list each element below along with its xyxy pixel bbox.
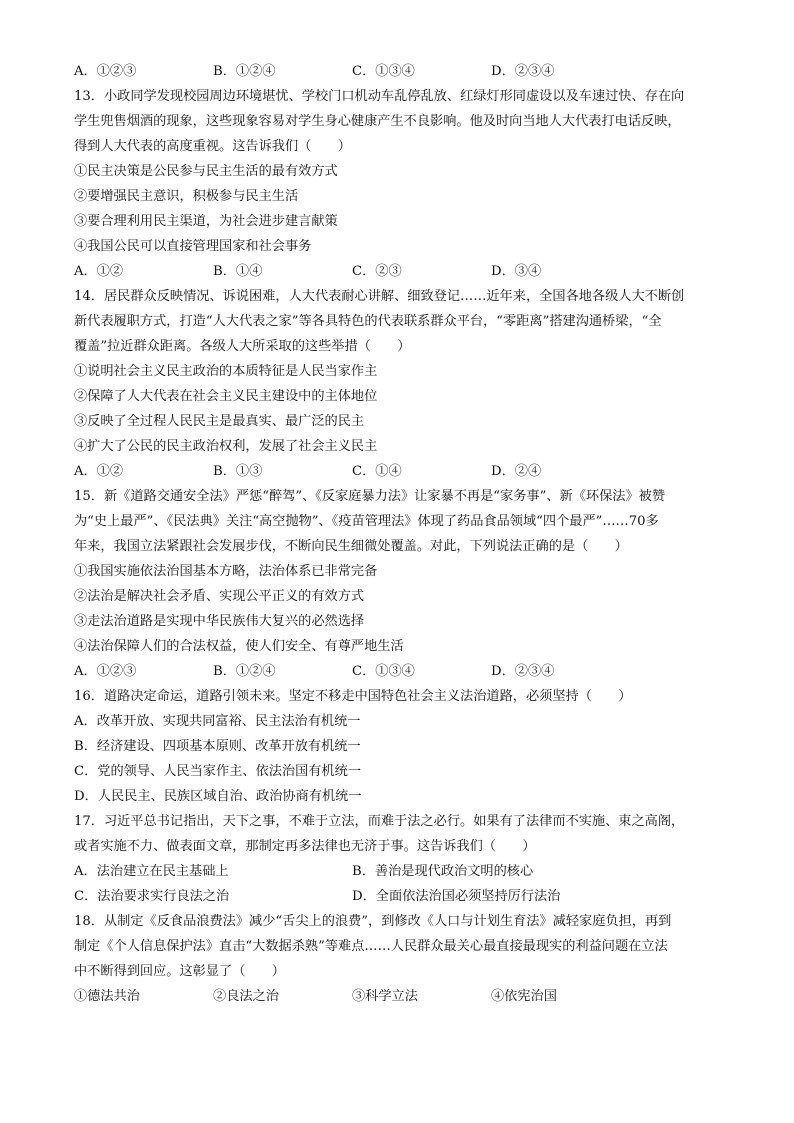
q15-option-b[interactable]: B．①②④	[213, 664, 276, 679]
q16-option-d[interactable]: D．人民民主、民族区域自治、政治协商有机统一	[74, 789, 362, 804]
q16-option-c[interactable]: C．党的领导、人民当家作主、依法治国有机统一	[74, 764, 362, 779]
q18-stem-line: 制定《个人信息保护法》直击“大数据杀熟”等难点……人民群众最关心最直接最现实的利益问题在立法	[74, 939, 668, 954]
q15-option-c[interactable]: C．①③④	[352, 664, 415, 679]
q14-stem-line: 覆盖”拉近群众距离。各级人大所采取的这些举措（ ）	[74, 339, 411, 354]
q14-option-b[interactable]: B．①③	[213, 464, 263, 479]
q15-statement-4: ④法治保障人们的合法权益，使人们安全、有尊严地生活	[74, 639, 404, 654]
q15-statement-2: ②法治是解决社会矛盾、实现公平正义的有效方式	[74, 589, 365, 604]
q18-statement-4: ④依宪治国	[491, 989, 557, 1004]
q12-option-c[interactable]: C．①③④	[352, 64, 415, 79]
q18-statement-2: ②良法之治	[213, 989, 279, 1004]
q13-option-a[interactable]: A．①②	[74, 264, 124, 279]
q13-option-c[interactable]: C．②③	[352, 264, 402, 279]
q17-stem-line: 17．习近平总书记指出，天下之事，不难于立法，而难于法之必行。如果有了法律而不实施、束之高阁，	[74, 814, 685, 829]
q14-stem-line: 14．居民群众反映情况、诉说困难，人大代表耐心讲解、细致登记……近年来，全国各地各级人大不断创	[74, 289, 685, 304]
q14-stem-line: 新代表履职方式，打造“人大代表之家”等各具特色的代表联系群众平台，“零距离”搭建沟通桥梁，“全	[74, 314, 662, 329]
q14-option-a[interactable]: A．①②	[74, 464, 124, 479]
q18-statement-3: ③科学立法	[352, 989, 418, 1004]
q12-option-a[interactable]: A．①②③	[74, 64, 137, 79]
q18-stem-line: 18．从制定《反食品浪费法》减少“舌尖上的浪费”，到修改《人口与计划生育法》减轻家庭负担，再到	[74, 914, 672, 929]
q14-statement-2: ②保障了人大代表在社会主义民主建设中的主体地位	[74, 389, 378, 404]
q13-stem-line: 得到人大代表的高度重视。这告诉我们（ ）	[74, 139, 351, 154]
q17-option-d[interactable]: D．全面依法治国必须坚持厉行法治	[352, 889, 561, 904]
q17-option-a[interactable]: A．法治建立在民主基础上	[74, 864, 229, 879]
q13-stem-line: 学生兜售烟酒的现象，这些现象容易对学生身心健康产生不良影响。他及时向当地人大代表打电话反映，	[74, 114, 681, 129]
q12-option-d[interactable]: D．②③④	[491, 64, 555, 79]
q18-stem-line: 中不断得到回应。这彰显了（ ）	[74, 964, 285, 979]
q13-stem-line: 13．小政同学发现校园周边环境堪忧、学校门口机动车乱停乱放、红绿灯形同虚设以及车速过快、存在向	[74, 89, 685, 104]
q13-statement-4: ④我国公民可以直接管理国家和社会事务	[74, 239, 312, 254]
q15-stem-line: 年来，我国立法紧跟社会发展步伐，不断向民生细微处覆盖。对此，下列说法正确的是（ ）	[74, 539, 628, 554]
q16-option-a[interactable]: A．改革开放、实现共同富裕、民主法治有机统一	[74, 714, 361, 729]
q15-option-d[interactable]: D．②③④	[491, 664, 555, 679]
q17-stem-line: 或者实施不力、做表面文章，那制定再多法律也无济于事。这告诉我们（ ）	[74, 839, 536, 854]
q16-option-b[interactable]: B．经济建设、四项基本原则、改革开放有机统一	[74, 739, 361, 754]
q15-stem-line: 为“史上最严”、《民法典》关注“高空抛物”、《疫苗管理法》体现了药品食品领域“四个最严”……70多	[74, 514, 659, 529]
q18-statement-1: ①德法共治	[74, 989, 140, 1004]
q12-option-b[interactable]: B．①②④	[213, 64, 276, 79]
q13-option-b[interactable]: B．①④	[213, 264, 263, 279]
q17-option-b[interactable]: B．善治是现代政治文明的核心	[352, 864, 534, 879]
q13-statement-3: ③要合理利用民主渠道，为社会进步建言献策	[74, 214, 338, 229]
q14-statement-3: ③反映了全过程人民民主是最真实、最广泛的民主	[74, 414, 365, 429]
q15-statement-3: ③走法治道路是实现中华民族伟大复兴的必然选择	[74, 614, 365, 629]
q15-option-a[interactable]: A．①②③	[74, 664, 137, 679]
q14-statement-4: ④扩大了公民的民主政治权利，发展了社会主义民主	[74, 439, 378, 454]
q17-option-c[interactable]: C．法治要求实行良法之治	[74, 889, 230, 904]
q14-option-d[interactable]: D．②④	[491, 464, 542, 479]
q14-option-c[interactable]: C．①④	[352, 464, 402, 479]
q16-stem-line: 16．道路决定命运，道路引领未来。坚定不移走中国特色社会主义法治道路，必须坚持（ ）	[74, 689, 632, 704]
q15-statement-1: ①我国实施依法治国基本方略，法治体系已非常完备	[74, 564, 378, 579]
q13-statement-2: ②要增强民主意识，积极参与民主生活	[74, 189, 299, 204]
q14-statement-1: ①说明社会主义民主政治的本质特征是人民当家作主	[74, 364, 378, 379]
q13-option-d[interactable]: D．③④	[491, 264, 542, 279]
q13-statement-1: ①民主决策是公民参与民主生活的最有效方式	[74, 164, 338, 179]
q15-stem-line: 15．新《道路交通安全法》严惩“醉驾”、《反家庭暴力法》让家暴不再是“家务事”、新《环保法》被赞	[74, 489, 666, 504]
